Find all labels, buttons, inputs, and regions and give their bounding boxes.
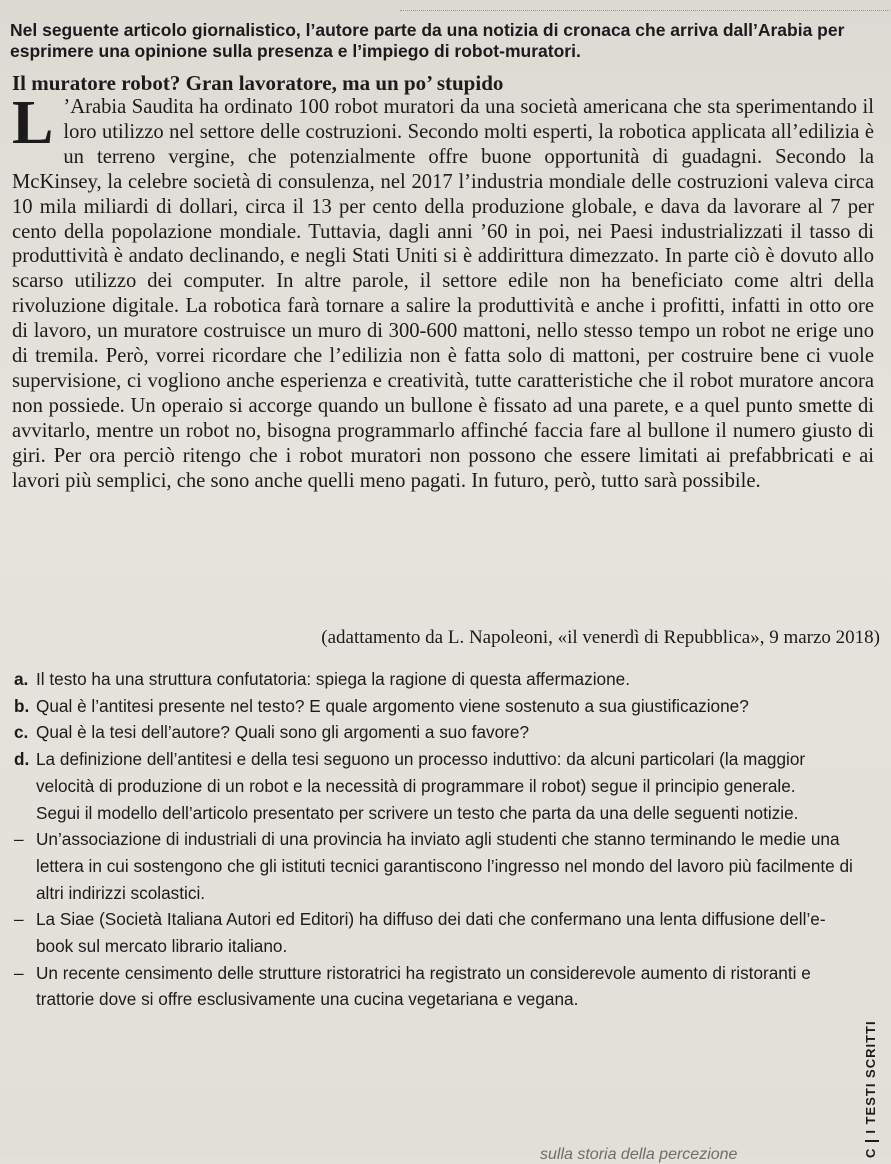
question-a <box>14 666 859 693</box>
question-c <box>14 719 859 746</box>
side-tab-text: I TESTI SCRITTI <box>863 1020 878 1134</box>
divider <box>865 1140 879 1142</box>
question-label: c. <box>14 722 29 743</box>
article-body <box>12 89 874 494</box>
news-item <box>14 960 859 1013</box>
news-text: Un recente censimento delle strutture ristoratrici ha registrato un considerevole aumento di ristoranti e trattorie dove si offre esclusivamente una cucina vegetariana e vegana. <box>36 962 811 1010</box>
intro-paragraph: Nel seguente articolo giornalistico, l’autore parte da una notizia di cronaca che arriva dall’Arabia per esprimere una opinione sulla presenza e l’impiego di robot-muratori. <box>10 19 845 61</box>
news-item <box>14 906 859 959</box>
dash-bullet: – <box>14 909 24 930</box>
question-label: d. <box>14 749 30 770</box>
side-tab-label <box>863 1010 885 1158</box>
article-text: ’Arabia Saudita ha ordinato 100 robot muratori da una società americana che sta sperimentando il loro utilizzo nel settore delle costruzioni. Secondo molti esperti, la robotica applicata all’edilizia è un terreno vergine, che potenzialmente offre buone opportunità di guadagni. Secondo la McKinsey, la celebre società di consulenza, nel 2017 l’industria mondiale delle costruzioni valeva circa 10 mila miliardi di dollari, circa il 13 per cento della produzione globale, e dava da lavorare al 7 per cento della popolazione mondiale. Tuttavia, dagli anni ’60 in poi, nei Paesi industrializzati il tasso di produttività è andato declinando, e negli Stati Uniti si è addirittura dimezzato. In parte ciò è dovuto allo scarso utilizzo dei computer. In altre parole, il settore edile non ha beneficiato come altri della rivoluzione digitale. La robotica farà tornare a salire la produttività e anche i profitti, infatti in otto ore di lavoro, un muratore costruisce un muro di 300-600 mattoni, nello stesso tempo un robot ne erige uno di tremila. Però, vorrei ricordare che l’edilizia non è fatta solo di mattoni, per costruire bene ci vuole supervisione, ci vogliono anche esperienza e creatività, tutte caratteristiche che il robot muratore ancora non possiede. Un operaio si accorge quando un bullone è fissato ad una parete, e a quel punto smette di avvitarlo, mentre un robot no, bisogna programmarlo affinché faccia fare al bullone il numero giusto di giri. Per ora perciò ritengo che i robot muratori non possono che essere limitati ai prefabbricati e ai lavori più semplici, che sono anche quelli meno pagati. In futuro, però, tutto sarà possibile. <box>12 96 874 492</box>
article-headline: Il muratore robot? Gran lavoratore, ma un po’ stupido <box>12 71 504 95</box>
news-text: Un’associazione di industriali di una provincia ha inviato agli studenti che stanno terminando le medie una lettera in cui sostengono che gli istituti tecnici garantiscono l’ingresso nel mondo del lavoro più facilmente di altri indirizzi scolastici. <box>36 829 853 903</box>
side-tab <box>859 1010 889 1158</box>
question-text: Qual è l’antitesi presente nel testo? E quale argomento viene sostenuto a sua giustificazione? <box>36 695 749 716</box>
article-dropcap: L <box>12 89 54 157</box>
question-text: Qual è la tesi dell’autore? Quali sono gli argomenti a suo favore? <box>36 722 529 743</box>
exercise-section <box>14 666 859 1013</box>
followup-instruction: Segui il modello dell’articolo presentato per scrivere un testo che parta da una delle seguenti notizie. <box>36 802 799 823</box>
footer-text: sulla storia della percezione <box>540 1146 738 1163</box>
question-label: a. <box>14 669 29 689</box>
dash-bullet: – <box>14 962 24 983</box>
header-rule <box>400 10 890 11</box>
question-b <box>14 693 859 720</box>
question-d <box>14 746 859 826</box>
article-source: (adattamento da L. Napoleoni, «il venerdì di Repubblica», 9 marzo 2018) <box>321 627 880 648</box>
news-text: La Siae (Società Italiana Autori ed Editori) ha diffuso dei dati che confermano una lenta diffusione dell’e-book sul mercato librario italiano. <box>36 909 826 957</box>
side-tab-letter: C <box>863 1147 878 1158</box>
dash-bullet: – <box>14 829 24 850</box>
question-label: b. <box>14 695 30 716</box>
news-item <box>14 826 859 906</box>
question-text: Il testo ha una struttura confutatoria: spiega la ragione di questa affermazione. <box>36 669 630 689</box>
question-text: La definizione dell’antitesi e della tesi seguono un processo induttivo: da alcuni particolari (la maggior velocità di produzione di un robot e la necessità di programmare il robot) segue il principio generale. <box>36 749 806 796</box>
